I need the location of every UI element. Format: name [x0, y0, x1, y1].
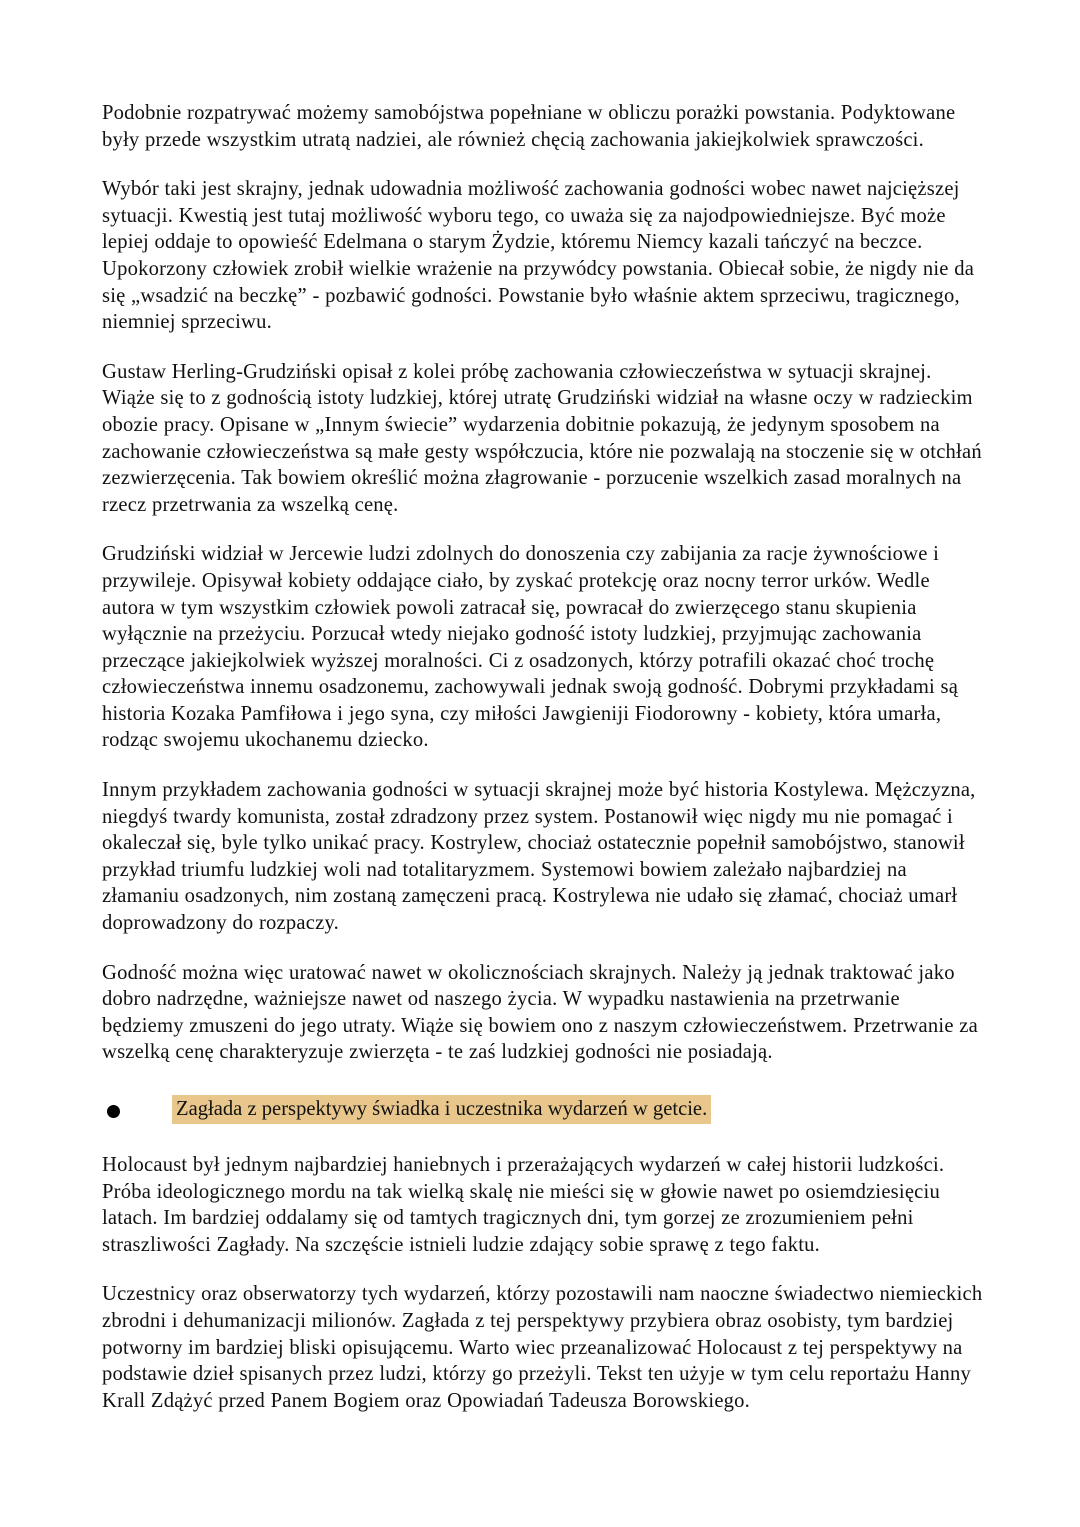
paragraph-8: Uczestnicy oraz obserwatorzy tych wydarzeń, którzy pozostawili nam naoczne świadectwo niemieckich zbrodni i dehumanizacji milionów. Zagłada z tej perspektywy przybiera obraz osobisty, tym bardziej potworny im bardziej bliski opisującemu. Warto wiec przeanalizować Holocaust z tej perspektywy na podstawie dzieł spisanych przez ludzi, którzy go przeżyli. Tekst ten użyje w tym celu reportażu Hanny Krall Zdążyć przed Panem Bogiem oraz Opowiadań Tadeusza Borowskiego.: [102, 1283, 983, 1412]
paragraph-6: Godność można więc uratować nawet w okolicznościach skrajnych. Należy ją jednak traktować jako dobro nadrzędne, ważniejsze nawet od naszego życia. W wypadku nastawienia na przetrwanie będziemy zmuszeni do jego utraty. Wiąże się bowiem ono z naszym człowieczeństwem. Przetrwanie za wszelką cenę charakteryzuje zwierzęta - te zaś ludzkiej godności nie posiadają.: [102, 961, 978, 1064]
paragraph-5: Innym przykładem zachowania godności w sytuacji skrajnej może być historia Kostylewa. Mężczyzna, niegdyś twardy komunista, został zdradzony przez system. Postanowił więc nigdy mu nie pomagać i okaleczał się, byle tylko unikać pracy. Kostrylew, chociaż ostatecznie popełnił samobójstwo, stanowił przykład triumfu ludzkiej woli nad totalitaryzmem. Systemowi bowiem zależało najbardziej na złamaniu osadzonych, nim zostaną zamęczeni pracą. Kostrylewa nie udało się złamać, chociaż umarł doprowadzony do rozpaczy.: [102, 779, 976, 935]
paragraph-4: Grudziński widział w Jercewie ludzi zdolnych do donoszenia czy zabijania za racje żywnościowe i przywileje. Opisywał kobiety oddające ciało, by zyskać protekcję oraz nocny terror urków. Wedle autora w tym wszystkim człowiek powoli zatracał się, powracał do zwierzęcego stanu skupienia wyłącznie na przeżyciu. Porzucał wtedy niejako godność istoty ludzkiej, przyjmując zachowania przeczące jakiejkolwiek wyższej moralności. Ci z osadzonych, którzy potrafili okazać choć trochę człowieczeństwa innemu osadzonemu, zachowywali jednak swoją godność. Dobrymi przykładami są historia Kozaka Pamfiłowa i jego syna, czy miłości Jawgieniji Fiodorowny - kobiety, która umarła, rodząc swojemu ukochanemu dziecko.: [102, 543, 959, 752]
document-body: [102, 100, 987, 1414]
bullet-point-icon: [107, 1105, 120, 1118]
paragraph-2: Wybór taki jest skrajny, jednak udowadnia możliwość zachowania godności wobec nawet najcięższej sytuacji. Kwestią jest tutaj możliwość wyboru tego, co uważa się za najodpowiedniejsze. Być może lepiej oddaje to opowieść Edelmana o starym Żydzie, któremu Niemcy kazali tańczyć na beczce. Upokorzony człowiek zrobił wielkie wrażenie na przywódcy powstania. Obiecał sobie, że nigdy nie da się „wsadzić na beczkę” - pozbawić godności. Powstanie było właśnie aktem sprzeciwu, tragicznego, niemniej sprzeciwu.: [102, 178, 975, 334]
bullet-list-item: [102, 1096, 987, 1126]
paragraph-1: Podobnie rozpatrywać możemy samobójstwa popełniane w obliczu porażki powstania. Podyktowane były przede wszystkim utratą nadziei, ale również chęcią zachowania jakiejkolwiek sprawczości.: [102, 102, 956, 151]
paragraph-7: Holocaust był jednym najbardziej haniebnych i przerażających wydarzeń w całej historii ludzkości. Próba ideologicznego mordu na tak wielką skalę nie mieści się w głowie nawet po osiemdziesięciu latach. Im bardziej oddalamy się od tamtych tragicznych dni, tym gorzej ze zrozumieniem pełni straszliwości Zagłady. Na szczęście istnieli ludzie zdający sobie sprawę z tego faktu.: [102, 1154, 945, 1256]
highlighted-section-heading: Zagłada z perspektywy świadka i uczestnika wydarzeń w getcie.: [172, 1095, 711, 1124]
bullet-text-container: [102, 1096, 987, 1123]
paragraph-3: Gustaw Herling-Grudziński opisał z kolei próbę zachowania człowieczeństwa w sytuacji skrajnej. Wiąże się to z godnością istoty ludzkiej, której utratę Grudziński widział na własne oczy w radzieckim obozie pracy. Opisane w „Innym świecie” wydarzenia dobitnie pokazują, że jedynym sposobem na zachowanie człowieczeństwa są małe gesty współczucia, które nie pozwalają na stoczenie się w otchłań zezwierzęcenia. Tak bowiem określić można złagrowanie - porzucenie wszelkich zasad moralnych na rzecz przetrwania za wszelką cenę.: [102, 360, 982, 516]
